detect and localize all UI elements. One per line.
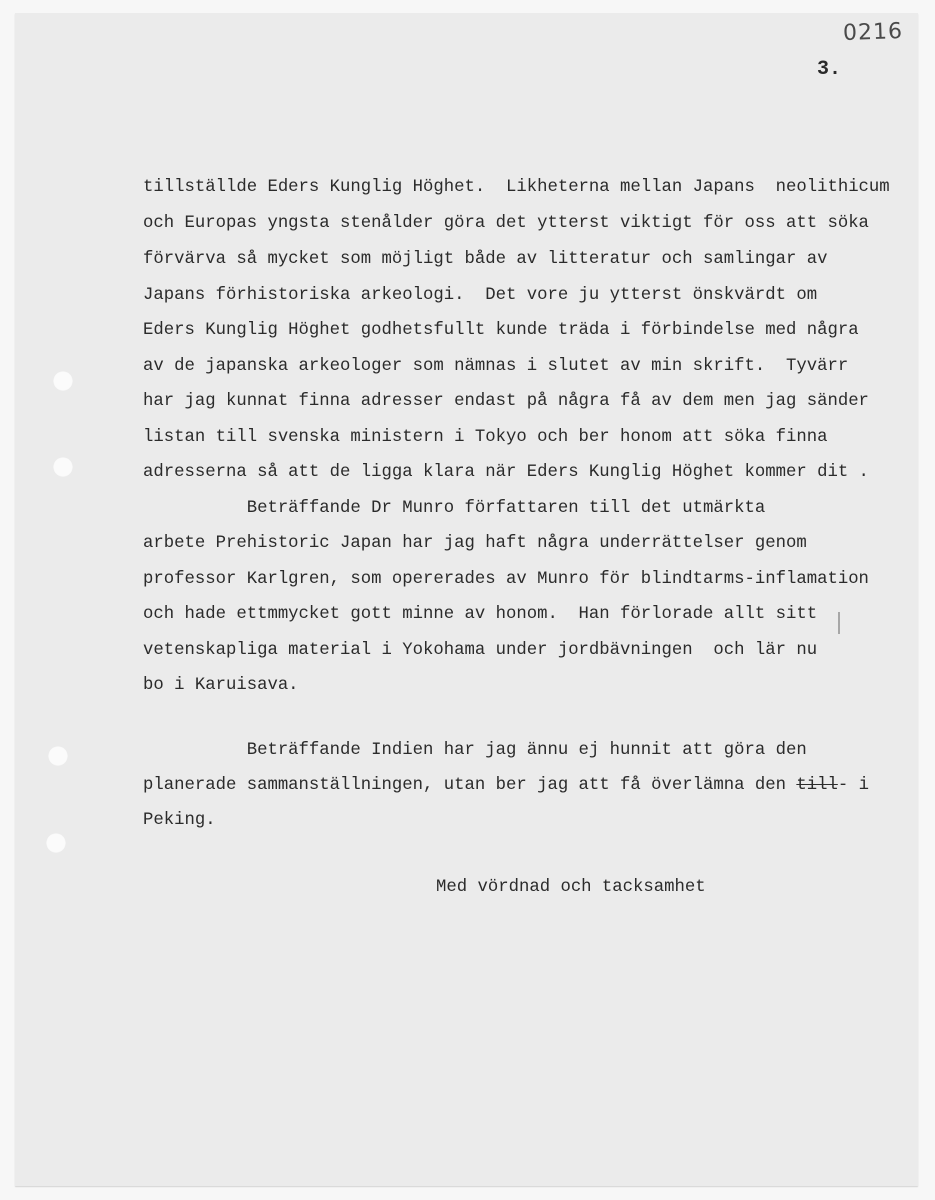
- archive-number: 0216: [842, 18, 904, 47]
- text-line: bo i Karuisava.: [143, 676, 299, 695]
- text-line: adresserna så att de ligga klara när Eders Kunglig Höghet kommer dit .: [143, 463, 869, 482]
- punch-hole: [48, 746, 68, 766]
- text-line: förvärva så mycket som möjligt både av litteratur och samlingar av: [143, 250, 828, 269]
- text-line: har jag kunnat finna adresser endast på några få av dem men jag sänder: [143, 392, 869, 411]
- text-line: arbete Prehistoric Japan har jag haft några underrättelser genom: [143, 534, 807, 553]
- text-line: Beträffande Dr Munro författaren till det utmärkta: [143, 499, 766, 518]
- text-line: Eders Kunglig Höghet godhetsfullt kunde träda i förbindelse med några: [143, 321, 859, 340]
- text-line: [143, 776, 869, 796]
- margin-mark: [838, 612, 840, 634]
- text-line: Japans förhistoriska arkeologi. Det vore ju ytterst önskvärdt om: [143, 286, 818, 305]
- punch-hole: [53, 371, 73, 391]
- closing: Med vördnad och tacksamhet: [436, 878, 706, 897]
- text-line: och Europas yngsta stenålder göra det ytterst viktigt för oss att söka: [143, 214, 869, 233]
- text-line: professor Karlgren, som opererades av Munro för blindtarms-inflamation: [143, 570, 869, 589]
- page-number: 3.: [817, 58, 842, 81]
- text-segment: planerade sammanställningen, utan ber jag att få överlämna den: [143, 776, 797, 795]
- text-line: vetenskapliga material i Yokohama under jordbävningen och lär nu: [143, 641, 818, 660]
- text-line: Peking.: [143, 811, 216, 830]
- punch-hole: [53, 457, 73, 477]
- text-segment: - i: [837, 776, 869, 795]
- punch-hole: [46, 833, 66, 853]
- text-line: tillställde Eders Kunglig Höghet. Likheterna mellan Japans neolithicum: [143, 178, 890, 197]
- struck-text: till: [796, 776, 838, 795]
- text-line: Beträffande Indien har jag ännu ej hunnit att göra den: [143, 741, 807, 760]
- text-line: och hade ettmmycket gott minne av honom. Han förlorade allt sitt: [143, 605, 818, 624]
- text-line: av de japanska arkeologer som nämnas i slutet av min skrift. Tyvärr: [143, 357, 849, 376]
- text-line: listan till svenska ministern i Tokyo och ber honom att söka finna: [143, 428, 828, 447]
